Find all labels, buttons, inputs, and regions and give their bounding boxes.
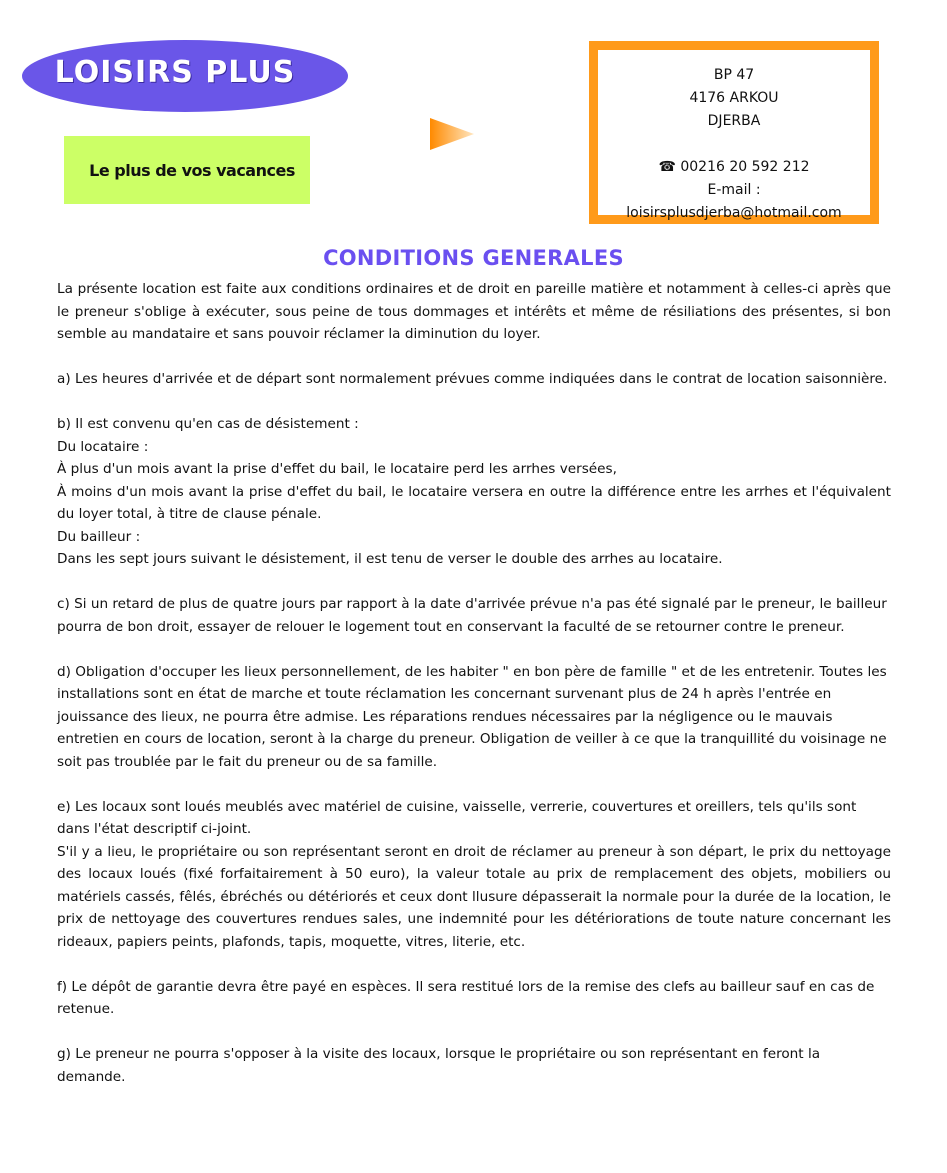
clause-b-tenant-label: Du locataire : <box>57 438 149 455</box>
clause-b-tenant-1: À plus d'un mois avant la prise d'effet du bail, le locataire perd les arrhes versées, <box>57 461 617 477</box>
clause-e-second: S'il y a lieu, le propriétaire ou son représentant seront en droit de réclamer au preneur à son départ, le prix du nettoyage des locaux loués (fixé forfaitairement à 50 euro), la valeur totale au prix de remplacement des objets, mobiliers ou matériels cassés, fêlés, ébréchés ou détériorés et ceux dont llusure dépasserait la normale pour la durée de la location, le prix de nettoyage des couvertures rendues sales, une indemnité pour les détériorations de toute nature concernant les rideaux, papiers peints, plafonds, tapis, moquette, vitres, literie, etc. <box>57 843 891 950</box>
conditions-body <box>57 278 891 1111</box>
contact-po-box: BP 47 <box>713 67 755 83</box>
arrow-icon <box>430 116 474 152</box>
clause-b-tenant-2: À moins d'un mois avant la prise d'effet du bail, le locataire versera en outre la différence entre les arrhes et l'équivalent du loyer total, à titre de clause pénale. <box>57 483 891 522</box>
slogan-text: Le plus de vos vacances <box>89 160 295 180</box>
clause-g: g) Le preneur ne pourra s'opposer à la visite des locaux, lorsque le propriétaire ou son représentant en feront la demande. <box>57 1046 821 1085</box>
slogan-box <box>64 136 310 204</box>
clause-b-landlord-1: Dans les sept jours suivant le désistement, il est tenu de verser le double des arrhes au locataire. <box>57 551 723 567</box>
clause-b-landlord-label: Du bailleur : <box>57 528 141 545</box>
clause-f: f) Le dépôt de garantie devra être payé en espèces. Il sera restitué lors de la remise des clefs au bailleur sauf en cas de retenue. <box>57 978 875 1017</box>
logo-badge <box>22 40 348 112</box>
contact-region: DJERBA <box>707 113 761 129</box>
contact-email-label: E-mail : <box>707 182 761 198</box>
logo-text: LOISIRS PLUS <box>54 54 296 90</box>
clause-c: c) Si un retard de plus de quatre jours par rapport à la date d'arrivée prévue n'a pas été signalé par le preneur, le bailleur pourra de bon droit, essayer de relouer le logement tout en conservant la faculté de se retourner contre le preneur. <box>57 596 887 635</box>
clause-b-intro: b) Il est convenu qu'en cas de désistement : <box>57 416 359 432</box>
contact-phone: ☎ 00216 20 592 212 <box>658 159 810 175</box>
clause-e <box>57 796 891 954</box>
contact-city: 4176 ARKOU <box>689 90 779 106</box>
clause-d: d) Obligation d'occuper les lieux personnellement, de les habiter " en bon père de famille " et de les entretenir. Toutes les installations sont en état de marche et toute réclamation les concernant survenant plus de 24 h après l'entrée en jouissance des lieux, ne pourra être admise. Les réparations rendues nécessaires par la négligence ou le mauvais entretien en cours de location, seront à la charge du preneur. Obligation de veiller à ce que la tranquillité du voisinage ne soit pas troublée par le fait du preneur ou de sa famille. <box>57 663 887 770</box>
clause-b <box>57 413 891 571</box>
contact-email[interactable]: loisirsplusdjerba@hotmail.com <box>626 205 842 221</box>
intro-paragraph: La présente location est faite aux conditions ordinaires et de droit en pareille matière et notamment à celles-ci après que le preneur s'oblige à exécuter, sous peine de tous dommages et intérêts et même de résiliations des présentes, si bon semble au mandataire et sans pouvoir réclamer la diminution du loyer. <box>57 281 891 342</box>
contact-box <box>589 41 879 224</box>
page-title: CONDITIONS GENERALES <box>323 246 624 270</box>
clause-e-first: e) Les locaux sont loués meublés avec matériel de cuisine, vaisselle, verrerie, couvertures et oreillers, tels qu'ils sont dans l'état descriptif ci-joint. <box>57 798 857 837</box>
clause-a: a) Les heures d'arrivée et de départ sont normalement prévues comme indiquées dans le contrat de location saisonnière. <box>57 371 888 387</box>
